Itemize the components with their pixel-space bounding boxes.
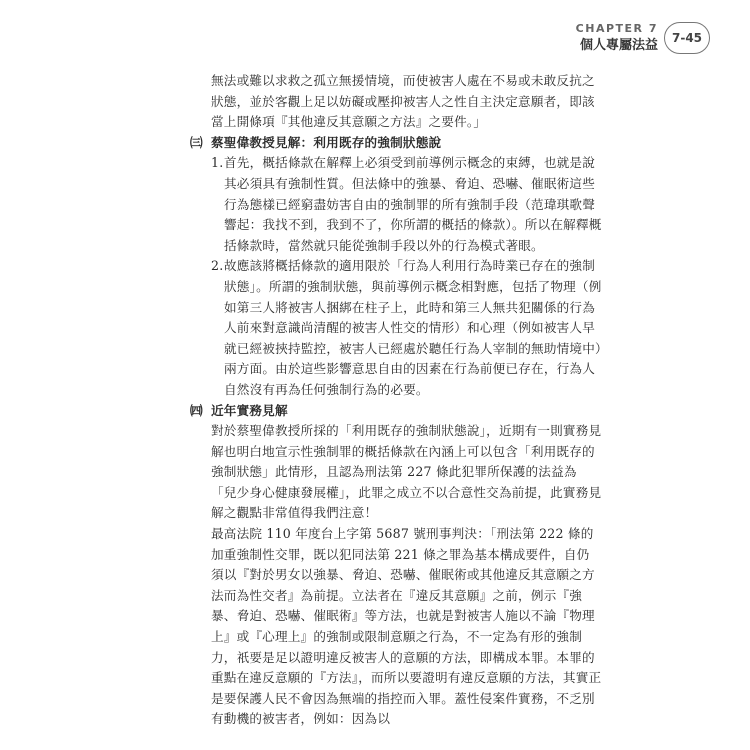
- section-4-paragraph-1: 對於蔡聖偉教授所採的「利用既存的強制狀態說」，近期有一則實務見解也明白地宣示性強制罪的概括條款在內涵上可以包含「利用既存的強制狀態」此情形，且認為刑法第 227 條此犯罪所保護的法益為「兒少身心健康發展權」，此罪之成立不以合意性交為前提，此實務見解之觀點非常值得我們注意！: [211, 423, 602, 521]
- section-4-paragraph-2: 最高法院 110 年度台上字第 5687 號刑事判決：「刑法第 222 條的加重強制性交罪，既以犯同法第 221 條之罪為基本構成要件，自仍須以『對於男女以強暴、脅迫、恐嚇、催眠術或其他違反其意願之方法而為性交者』為前提。立法者在『違反其意願』之前，例示『強暴、脅迫、恐嚇、催眠術』等方法，也就是對被害人施以不論『物理上』或『心理上』的強制或限制意願之行為，不一定為有形的強制力，祇要是足以證明違反被害人的意願的方法，即構成本罪。本罪的重點在違反意願的『方法』，而所以要證明有違反意願的方法，其實正是要保護人民不會因為無端的指控而入罪。蓋性侵案件實務，不乏別有動機的被害者，例如：因為以: [211, 526, 602, 727]
- list-item-number: 2.: [211, 258, 224, 274]
- list-item-text: 首先，概括條款在解釋上必須受到前導例示概念的束縛，也就是說其必須具有強制性質。但法條中的強暴、脅迫、恐嚇、催眠術這些行為態樣已經窮盡妨害自由的強制罪的所有強制手段（范瑋琪歌聲響起：我找不到，我到不了，你所謂的概括的條款）。所以在解釋概括條款時，當然就只能從強制手段以外的行為模式著眼。: [224, 155, 602, 253]
- section-3: [190, 133, 602, 154]
- body-text: [190, 71, 602, 730]
- list-item: [190, 256, 602, 400]
- list-item: [190, 153, 602, 256]
- page-number-badge: 7-45: [664, 22, 710, 54]
- section-3-title: 蔡聖偉教授見解：利用既存的強制狀態說: [211, 134, 442, 150]
- chapter-title: 個人專屬法益: [579, 38, 658, 53]
- list-item-number: 1.: [211, 155, 224, 171]
- section-4-heading: [190, 401, 602, 422]
- chapter-label: CHAPTER 7: [575, 22, 658, 35]
- running-header: [576, 22, 658, 55]
- section-3-number: ㈢: [190, 134, 203, 150]
- section-4-number: ㈣: [190, 402, 203, 418]
- section-3-heading: [190, 133, 602, 154]
- section-4: [190, 401, 602, 422]
- section-4-title: 近年實務見解: [211, 402, 288, 418]
- intro-paragraph: 無法或難以求救之孤立無援情境，而使被害人處在不易或未敢反抗之狀態，並於客觀上足以妨礙或壓抑被害人之性自主決定意願者，即該當上開條項『其他違反其意願之方法』之要件。」: [211, 73, 595, 130]
- list-item-text: 故應該將概括條款的適用限於「行為人利用行為時業已存在的強制狀態」。所謂的強制狀態，與前導例示概念相對應，包括了物理（例如第三人將被害人捆綁在柱子上，此時和第三人無共犯關係的行為人前來對意識尚清醒的被害人性交的情形）和心理（例如被害人早就已經被挾持監控，被害人已經處於聽任行為人宰制的無助情境中）兩方面。由於這些影響意思自由的因素在行為前便已存在，行為人自然沒有再為任何強制行為的必要。: [224, 258, 602, 397]
